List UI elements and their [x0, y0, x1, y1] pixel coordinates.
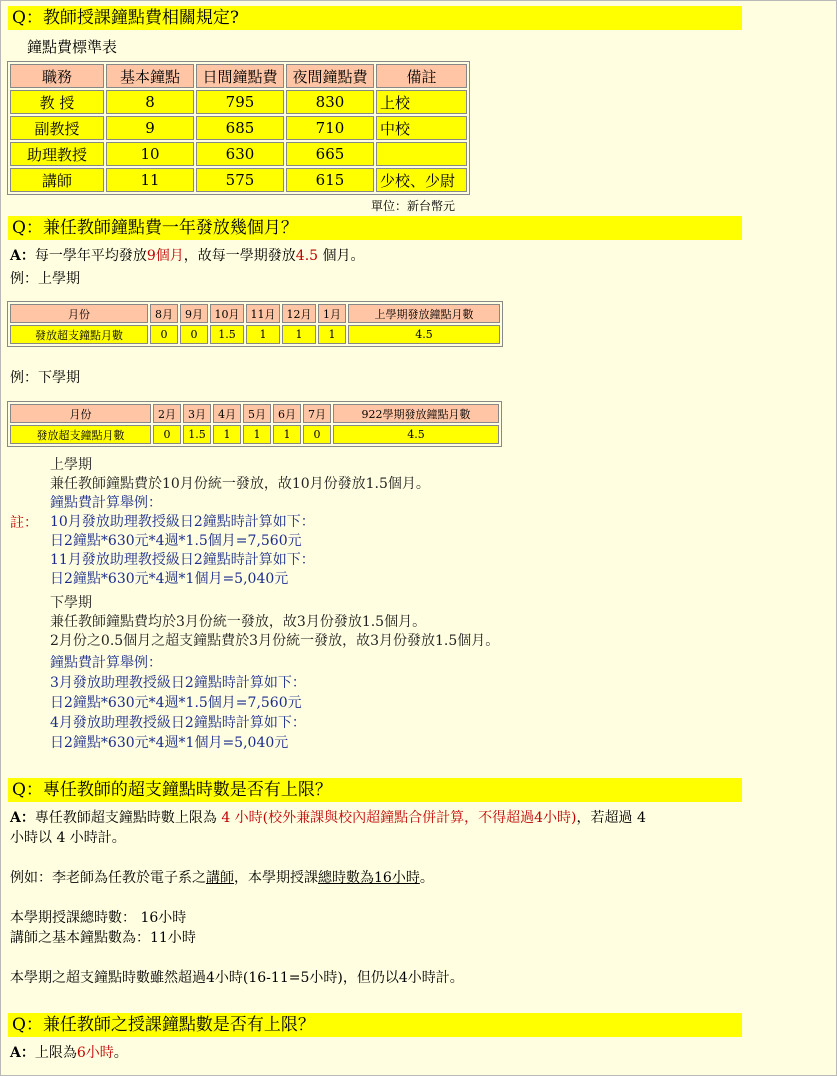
answer-prefix: A： — [10, 1045, 35, 1061]
example-text: 。 — [419, 870, 434, 886]
table-row — [10, 90, 467, 114]
unit-note: 單位：新台幣元 — [371, 199, 456, 213]
header-cell: 月份 — [10, 404, 151, 423]
header-cell: 7月 — [303, 404, 331, 423]
header-cell: 11月 — [246, 304, 280, 323]
answer-text: 每一學年平均發放 — [34, 248, 147, 264]
table-row — [10, 116, 467, 140]
cell: 8 — [106, 90, 194, 114]
answer-4 — [10, 1042, 128, 1062]
table-row — [10, 168, 467, 192]
cell: 1 — [318, 325, 346, 344]
question-prefix: Q： — [12, 218, 43, 238]
cell: 中校 — [376, 116, 467, 140]
cell: 0 — [150, 325, 178, 344]
stat-total-hours: 本學期授課總時數： 16小時 — [10, 910, 187, 926]
example-text: ，本學期授課 — [234, 870, 318, 886]
question-text: 兼任教師之授課鐘點數是否有上限？ — [42, 1015, 315, 1035]
question-prefix: Q： — [12, 780, 43, 800]
cell — [376, 142, 467, 166]
header-cell: 922學期發放鐘點月數 — [333, 404, 499, 423]
cell: 1 — [282, 325, 316, 344]
question-prefix: Q： — [12, 1015, 43, 1035]
note-label: 註： — [10, 515, 38, 531]
note-line: 3月發放助理教授級日2鐘點時計算如下： — [50, 675, 306, 691]
answer-text: ，故每一學期發放 — [183, 248, 296, 264]
answer-highlight: 4 小時(校外兼課與校內超鐘點合併計算，不得超過4小時) — [221, 810, 577, 826]
cell: 0 — [153, 425, 181, 444]
note-line: 上學期 — [50, 457, 92, 473]
answer-text: 。 — [113, 1045, 128, 1061]
cell: 615 — [286, 168, 374, 192]
cell: 教 授 — [10, 90, 104, 114]
note-line: 兼任教師鐘點費均於3月份統一發放，故3月份發放1.5個月。 — [50, 614, 427, 630]
answer-3-line2: 小時以 4 小時計。 — [10, 830, 126, 846]
header-cell: 8月 — [150, 304, 178, 323]
question-prefix: Q： — [12, 8, 43, 28]
cell: 少校、少尉 — [376, 168, 467, 192]
header-cell: 3月 — [183, 404, 211, 423]
question-bar-4 — [8, 1013, 742, 1037]
example-label-2: 例：下學期 — [10, 370, 80, 386]
cell: 9 — [106, 116, 194, 140]
cell: 發放超支鐘點月數 — [10, 425, 151, 444]
cell: 0 — [180, 325, 208, 344]
question-text: 教師授課鐘點費相關規定? — [42, 8, 240, 28]
answer-prefix: A： — [10, 248, 35, 264]
cell: 630 — [196, 142, 284, 166]
cell: 發放超支鐘點月數 — [10, 325, 148, 344]
cell: 795 — [196, 90, 284, 114]
answer-text: 個月。 — [318, 248, 365, 264]
cell: 講師 — [10, 168, 104, 192]
note-line: 日2鐘點*630元*4週*1.5個月=7,560元 — [50, 533, 302, 549]
month-table-header — [10, 304, 500, 323]
note-line: 2月份之0.5個月之超支鐘點費於3月份統一發放，故3月份發放1.5個月。 — [50, 633, 500, 649]
answer-text: ，若超過 4 — [576, 810, 646, 826]
note-line: 10月發放助理教授級日2鐘點時計算如下： — [50, 514, 315, 530]
header-cell: 上學期發放鐘點月數 — [348, 304, 500, 323]
header-cell: 夜間鐘點費 — [286, 64, 374, 88]
header-cell: 2月 — [153, 404, 181, 423]
header-cell: 1月 — [318, 304, 346, 323]
answer-3 — [10, 807, 646, 827]
question-bar-3 — [8, 778, 742, 802]
note-line: 鐘點費計算舉例： — [50, 495, 162, 511]
table-row — [10, 425, 499, 444]
cell: 710 — [286, 116, 374, 140]
answer-prefix: A： — [10, 810, 35, 826]
header-cell: 9月 — [180, 304, 208, 323]
note-line: 兼任教師鐘點費於10月份統一發放，故10月份發放1.5個月。 — [50, 476, 430, 492]
note-line: 4月發放助理教授級日2鐘點時計算如下： — [50, 715, 306, 731]
answer-text: 專任教師超支鐘點時數上限為 — [34, 810, 222, 826]
cell: 助理教授 — [10, 142, 104, 166]
month-table-1 — [7, 301, 503, 347]
conclusion-text: 本學期之超支鐘點時數雖然超過4小時(16-11=5小時)，但仍以4小時計。 — [10, 970, 464, 986]
cell: 1 — [213, 425, 241, 444]
header-cell: 12月 — [282, 304, 316, 323]
example-underlined: 總時數為16小時 — [318, 870, 420, 886]
header-cell: 10月 — [210, 304, 244, 323]
note-line: 日2鐘點*630元*4週*1個月=5,040元 — [50, 735, 289, 751]
header-cell: 職務 — [10, 64, 104, 88]
cell: 685 — [196, 116, 284, 140]
cell: 665 — [286, 142, 374, 166]
note-line: 下學期 — [50, 595, 92, 611]
cell: 10 — [106, 142, 194, 166]
stat-base-hours: 講師之基本鐘點數為：11小時 — [10, 930, 196, 946]
example-text: 例如：李老師為任教於電子系之 — [10, 870, 206, 886]
header-cell: 6月 — [273, 404, 301, 423]
header-cell: 備註 — [376, 64, 467, 88]
question-text: 專任教師的超支鐘點時數是否有上限？ — [42, 780, 332, 800]
header-cell: 月份 — [10, 304, 148, 323]
rate-table-header — [10, 64, 467, 88]
cell: 副教授 — [10, 116, 104, 140]
note-line: 日2鐘點*630元*4週*1個月=5,040元 — [50, 571, 289, 587]
note-line: 日2鐘點*630元*4週*1.5個月=7,560元 — [50, 695, 302, 711]
cell: 1 — [246, 325, 280, 344]
answer-highlight: 9個月 — [146, 248, 184, 264]
table-row — [10, 325, 500, 344]
cell: 0 — [303, 425, 331, 444]
cell: 1 — [243, 425, 271, 444]
answer-highlight: 6小時 — [76, 1045, 114, 1061]
note-line: 11月發放助理教授級日2鐘點時計算如下： — [50, 552, 315, 568]
example-underlined: 講師 — [206, 870, 234, 886]
answer-text: 上限為 — [34, 1045, 77, 1061]
cell: 1 — [273, 425, 301, 444]
header-cell: 基本鐘點 — [106, 64, 194, 88]
month-table-header — [10, 404, 499, 423]
table-row — [10, 142, 467, 166]
rate-table — [7, 61, 470, 195]
cell: 4.5 — [348, 325, 500, 344]
cell: 11 — [106, 168, 194, 192]
header-cell: 5月 — [243, 404, 271, 423]
question-bar-1 — [8, 6, 742, 30]
cell: 1.5 — [210, 325, 244, 344]
cell: 上校 — [376, 90, 467, 114]
header-cell: 4月 — [213, 404, 241, 423]
example-label-1: 例：上學期 — [10, 271, 80, 287]
month-table-2 — [7, 401, 502, 447]
note-line: 鐘點費計算舉例： — [50, 655, 162, 671]
answer-2 — [10, 245, 365, 265]
question-text: 兼任教師鐘點費一年發放幾個月？ — [42, 218, 298, 238]
answer-highlight: 4.5 — [295, 248, 319, 264]
example-3 — [10, 867, 434, 887]
rate-table-caption: 鐘點費標準表 — [27, 38, 118, 56]
header-cell: 日間鐘點費 — [196, 64, 284, 88]
cell: 575 — [196, 168, 284, 192]
cell: 1.5 — [183, 425, 211, 444]
question-bar-2 — [8, 216, 742, 240]
cell: 830 — [286, 90, 374, 114]
cell: 4.5 — [333, 425, 499, 444]
